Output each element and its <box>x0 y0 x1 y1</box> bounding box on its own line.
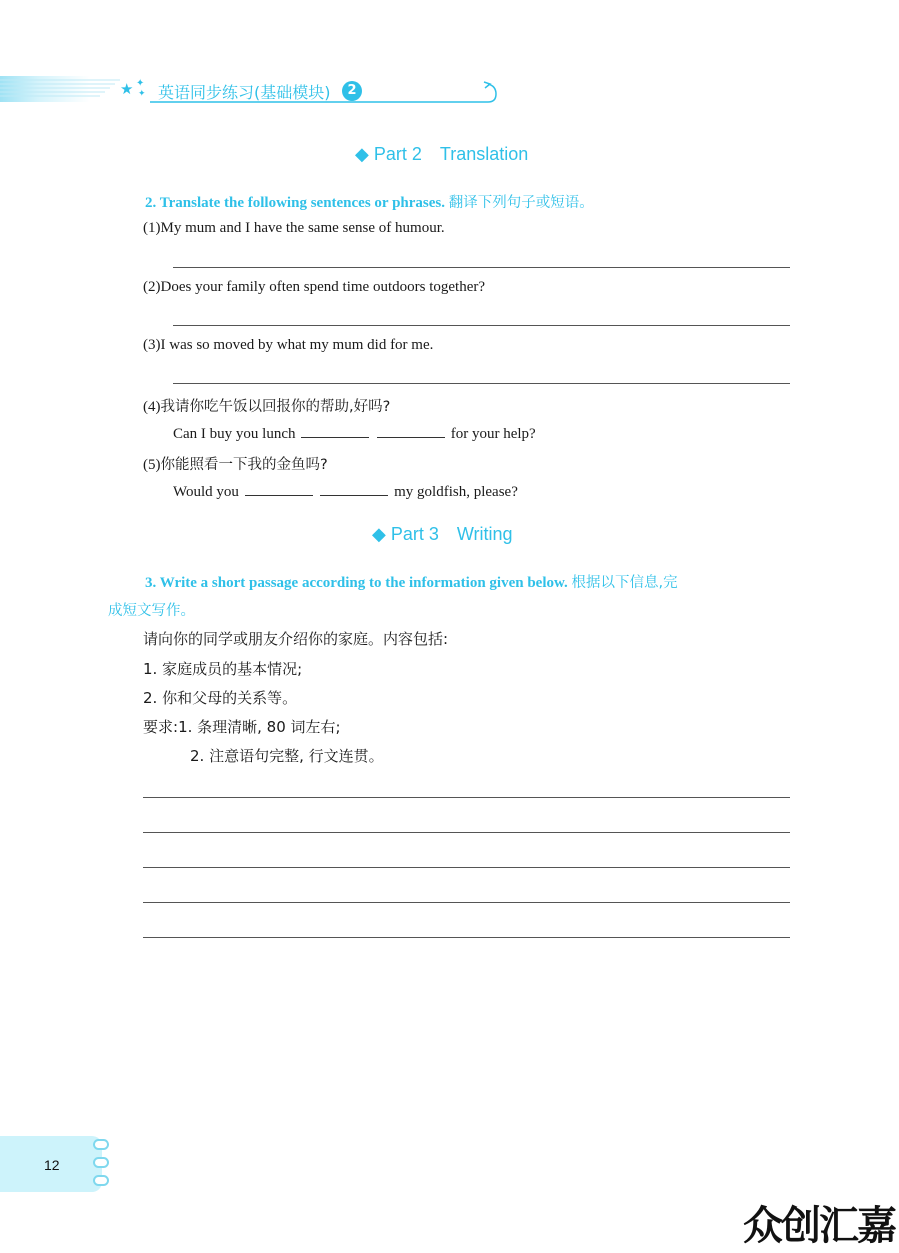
volume-badge: 2 <box>342 81 362 101</box>
requirements <box>143 716 341 737</box>
writing-line[interactable] <box>143 832 790 833</box>
part2-label: Part 2 <box>373 144 422 164</box>
requirement-item: 1. 条理清晰, 80 词左右; <box>178 718 341 736</box>
page-number: 12 <box>44 1157 60 1173</box>
writing-line[interactable] <box>143 867 790 868</box>
part3-instruction-cont <box>108 599 195 620</box>
question-number: (4) <box>143 399 161 415</box>
content-point: 1. 家庭成员的基本情况; <box>143 660 303 678</box>
watermark: 众创汇嘉 <box>743 1203 895 1249</box>
answer-line[interactable] <box>173 325 790 326</box>
diamond-icon: ◆ <box>372 524 386 544</box>
part3-title: Writing <box>456 524 513 544</box>
writing-line[interactable] <box>143 902 790 903</box>
question-text: Does your family often spend time outdoors together? <box>160 279 486 295</box>
question-5-answer <box>173 483 518 501</box>
question-number: (3) <box>143 337 161 353</box>
answer-line[interactable] <box>173 267 790 268</box>
question-number: (2) <box>143 279 161 295</box>
answer-line[interactable] <box>173 383 790 384</box>
question-number: (1) <box>143 220 161 236</box>
question-text: My mum and I have the same sense of humour. <box>160 220 445 236</box>
question-text: 我请你吃午饭以回报你的帮助,好吗? <box>160 399 391 415</box>
fill-blank[interactable] <box>320 483 388 496</box>
part2-instruction <box>145 191 594 212</box>
instruction-cn: 翻译下列句子或短语。 <box>448 195 594 211</box>
content-point: 2. 你和父母的关系等。 <box>143 689 298 707</box>
instruction-en: 3. Write a short passage according to the information given below. <box>145 575 568 591</box>
question-number: (5) <box>143 457 161 473</box>
fill-blank[interactable] <box>301 425 369 438</box>
requirements-label: 要求: <box>143 718 179 736</box>
question-5 <box>143 453 328 474</box>
diamond-icon: ◆ <box>355 144 369 164</box>
instruction-cn: 成短文写作。 <box>108 603 195 619</box>
question-4 <box>143 395 390 416</box>
question-text: 你能照看一下我的金鱼吗? <box>160 457 328 473</box>
part3-heading <box>372 524 513 545</box>
writing-line[interactable] <box>143 797 790 798</box>
answer-prefix: Can I buy you lunch <box>173 426 296 442</box>
instruction-en: 2. Translate the following sentences or phrases. <box>145 195 445 211</box>
binder-ring-icon <box>93 1175 109 1186</box>
requirement-item: 2. 注意语句完整, 行文连贯。 <box>190 747 384 765</box>
writing-line[interactable] <box>143 937 790 938</box>
part2-heading <box>355 144 528 165</box>
binder-ring-icon <box>93 1139 109 1150</box>
star-icon: ★ <box>120 80 134 98</box>
question-2 <box>143 279 485 296</box>
part2-title: Translation <box>439 144 529 164</box>
question-4-answer <box>173 425 536 443</box>
question-1 <box>143 220 445 237</box>
writing-intro: 请向你的同学或朋友介绍你的家庭。内容包括: <box>143 630 449 648</box>
fill-blank[interactable] <box>245 483 313 496</box>
book-title: 英语同步练习(基础模块) <box>158 83 331 102</box>
binder-ring-icon <box>93 1157 109 1168</box>
answer-prefix: Would you <box>173 484 239 500</box>
question-text: I was so moved by what my mum did for me. <box>160 337 434 353</box>
part3-instruction <box>145 571 678 592</box>
answer-suffix: for your help? <box>450 426 536 442</box>
part3-label: Part 3 <box>390 524 439 544</box>
instruction-cn: 根据以下信息,完 <box>571 575 678 591</box>
star-small-icon: ✦ <box>136 78 145 89</box>
question-3 <box>143 337 433 354</box>
fill-blank[interactable] <box>377 425 445 438</box>
star-small-icon: ✦ <box>138 89 146 99</box>
answer-suffix: my goldfish, please? <box>394 484 518 500</box>
